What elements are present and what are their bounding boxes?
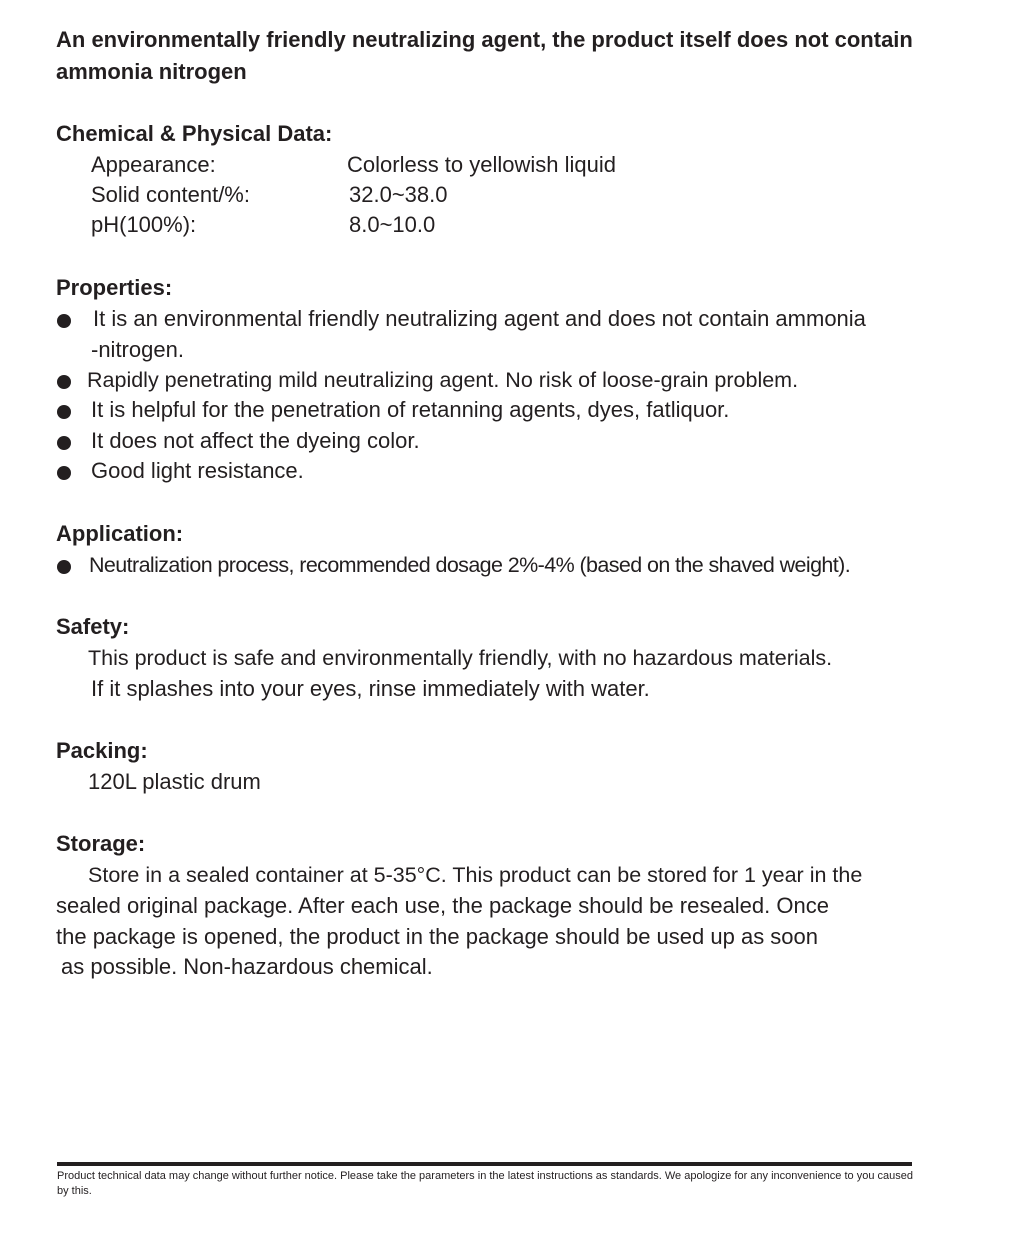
ph-label: pH(100%): bbox=[91, 212, 197, 237]
chemical-data-heading: Chemical & Physical Data: bbox=[56, 121, 333, 146]
storage-line-1: Store in a sealed container at 5-35°C. This product can be stored for 1 year in the bbox=[88, 863, 863, 887]
safety-line-2: If it splashes into your eyes, rinse immediately with water. bbox=[91, 676, 650, 701]
properties-heading: Properties: bbox=[56, 275, 173, 300]
appearance-value: Colorless to yellowish liquid bbox=[347, 152, 617, 177]
property-item-5: Good light resistance. bbox=[91, 458, 304, 483]
bullet-icon bbox=[57, 466, 71, 480]
appearance-label: Appearance: bbox=[91, 152, 216, 177]
ph-value: 8.0~10.0 bbox=[349, 212, 436, 237]
property-item-2: Rapidly penetrating mild neutralizing agent. No risk of loose-grain problem. bbox=[87, 368, 799, 392]
bullet-icon bbox=[57, 314, 71, 328]
application-heading: Application: bbox=[56, 521, 184, 546]
storage-heading: Storage: bbox=[56, 831, 146, 856]
bullet-icon bbox=[57, 405, 71, 419]
solid-content-label: Solid content/%: bbox=[91, 182, 250, 207]
storage-line-4: as possible. Non-hazardous chemical. bbox=[61, 954, 433, 979]
property-item-1-continued: -nitrogen. bbox=[91, 337, 184, 362]
storage-line-3: the package is opened, the product in the package should be used up as soon bbox=[56, 924, 819, 949]
property-item-3: It is helpful for the penetration of retanning agents, dyes, fatliquor. bbox=[91, 397, 730, 422]
solid-content-value: 32.0~38.0 bbox=[349, 182, 448, 207]
property-item-1: It is an environmental friendly neutralizing agent and does not contain ammonia bbox=[93, 306, 866, 331]
bullet-icon bbox=[57, 375, 71, 389]
safety-line-1: This product is safe and environmentally friendly, with no hazardous materials. bbox=[88, 646, 833, 670]
footer-divider bbox=[57, 1162, 912, 1166]
application-item-1: Neutralization process, recommended dosage 2%-4% (based on the shaved weight). bbox=[89, 553, 851, 577]
packing-line-1: 120L plastic drum bbox=[88, 769, 261, 794]
packing-heading: Packing: bbox=[56, 738, 148, 763]
bullet-icon bbox=[57, 436, 71, 450]
property-item-4: It does not affect the dyeing color. bbox=[91, 428, 420, 453]
document-title: An environmentally friendly neutralizing agent, the product itself does not contain ammonia nitrogen bbox=[56, 27, 913, 84]
footer-disclaimer: Product technical data may change without further notice. Please take the parameters in the latest instructions as standards. We apologize for any inconvenience to you caused by this. bbox=[57, 1170, 913, 1197]
bullet-icon bbox=[57, 560, 71, 574]
storage-line-2: sealed original package. After each use, the package should be resealed. Once bbox=[56, 893, 829, 918]
safety-heading: Safety: bbox=[56, 614, 130, 639]
